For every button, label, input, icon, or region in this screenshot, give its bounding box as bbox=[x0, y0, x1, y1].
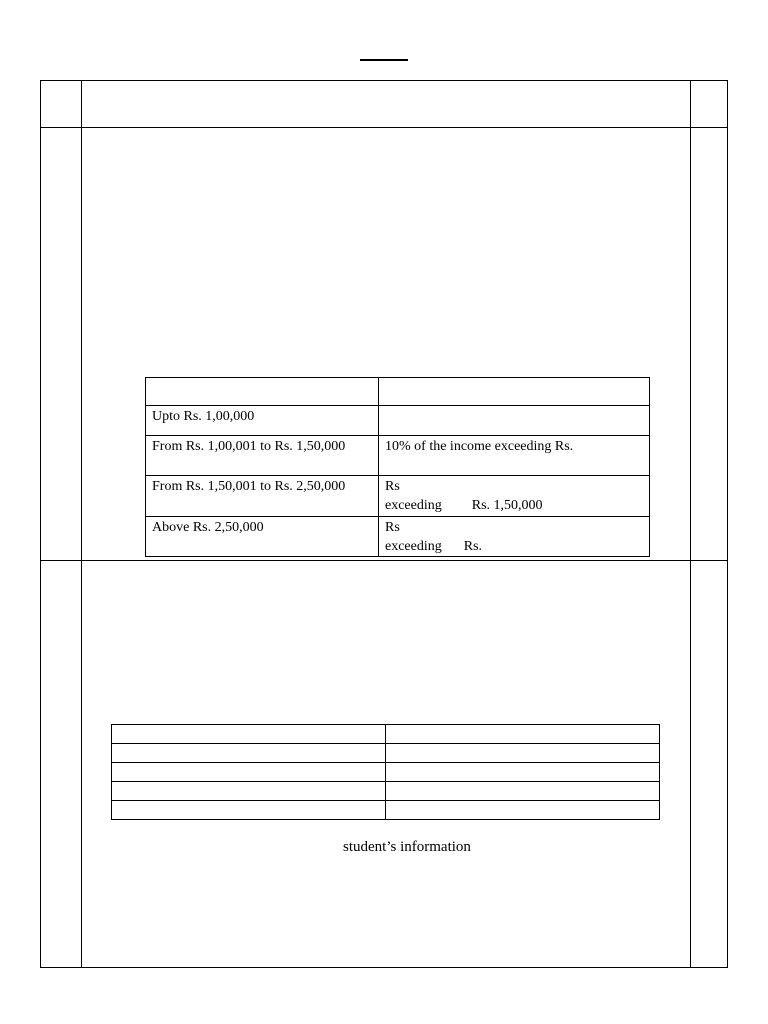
question-number-column-divider bbox=[81, 80, 82, 968]
table-row bbox=[112, 725, 660, 744]
table-row bbox=[146, 436, 650, 476]
table-caption: student’s information bbox=[343, 839, 471, 855]
rate-text: exceeding bbox=[385, 539, 442, 554]
table-cell bbox=[386, 763, 660, 782]
table-row bbox=[146, 378, 650, 406]
slab-cell: Upto Rs. 1,00,000 bbox=[146, 406, 379, 436]
rate-text: Rs bbox=[385, 479, 400, 494]
title-underline bbox=[360, 59, 408, 61]
rate-text: exceeding bbox=[385, 498, 442, 513]
slab-cell: From Rs. 1,50,001 to Rs. 2,50,000 bbox=[146, 476, 379, 517]
table-row bbox=[112, 763, 660, 782]
rate-cell bbox=[379, 436, 650, 476]
table-cell bbox=[112, 744, 386, 763]
table-header-cell bbox=[146, 378, 379, 406]
table-row bbox=[112, 801, 660, 820]
table-cell bbox=[386, 782, 660, 801]
table-cell bbox=[112, 725, 386, 744]
table-cell bbox=[386, 725, 660, 744]
rate-text: Rs. bbox=[463, 539, 483, 554]
rate-text: Rs bbox=[385, 520, 400, 535]
rate-cell bbox=[379, 476, 650, 517]
table-header-cell bbox=[379, 378, 650, 406]
rate-cell bbox=[379, 406, 650, 436]
table-cell bbox=[386, 801, 660, 820]
table-cell bbox=[112, 782, 386, 801]
table-row bbox=[146, 517, 650, 557]
rate-text: Rs. 1,50,000 bbox=[471, 498, 543, 513]
question-row-divider bbox=[40, 560, 728, 561]
table-cell bbox=[112, 801, 386, 820]
rate-text-line bbox=[385, 537, 643, 556]
student-information-table bbox=[111, 724, 660, 820]
table-cell bbox=[112, 763, 386, 782]
table-row bbox=[146, 476, 650, 517]
marks-column-divider bbox=[690, 80, 691, 968]
table-row bbox=[112, 744, 660, 763]
table-row bbox=[112, 782, 660, 801]
tax-slab-table bbox=[145, 377, 650, 557]
table-row bbox=[146, 406, 650, 436]
slab-cell: Above Rs. 2,50,000 bbox=[146, 517, 379, 557]
table-cell bbox=[386, 744, 660, 763]
rate-text-line bbox=[385, 496, 643, 515]
rate-text: 10% of the income exceeding Rs. bbox=[385, 439, 574, 454]
rate-cell bbox=[379, 517, 650, 557]
slab-cell: From Rs. 1,00,001 to Rs. 1,50,000 bbox=[146, 436, 379, 476]
header-row-divider bbox=[40, 127, 728, 128]
